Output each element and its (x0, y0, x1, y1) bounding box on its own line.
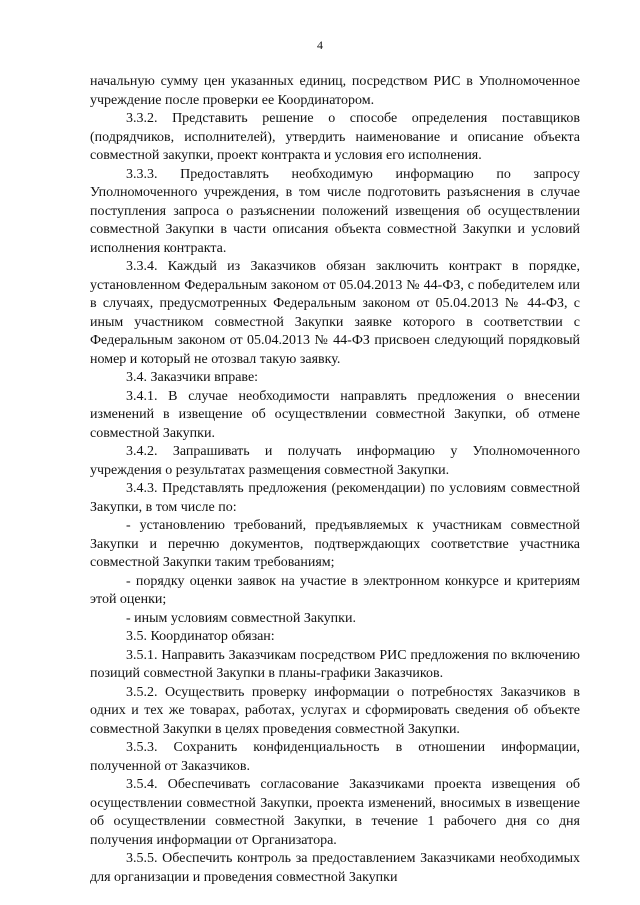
page-number: 4 (317, 38, 323, 52)
paragraph-3-5-5: 3.5.5. Обеспечить контроль за предоставлением Заказчиками необходимых для организации и проведения совместной Закупки (90, 851, 580, 885)
list-item-other-conditions: - иным условиям совместной Закупки. (126, 610, 356, 626)
paragraph-3-5-4: 3.5.4. Обеспечивать согласование Заказчиками проекта извещения об осуществлении совместной Закупки, проекта изменений, вносимых в извещение об осуществлении совместной Закупки, в течение 1 рабочего дня со дня получения информации от Организатора. (90, 777, 580, 848)
paragraph-continuation: начальную сумму цен указанных единиц, посредством РИС в Уполномоченное учреждение после проверки ее Координатором. (90, 74, 580, 108)
list-item-requirements: - установлению требований, предъявляемых к участникам совместной Закупки и перечню документов, подтверждающих соответствие участника совместной Закупки таким требованиям; (90, 518, 580, 570)
paragraph-3-5-3: 3.5.3. Сохранить конфиденциальность в отношении информации, полученной от Заказчиков. (90, 740, 580, 774)
paragraph-3-4-1: 3.4.1. В случае необходимости направлять предложения о внесении изменений в извещение об осуществлении совместной Закупки, об отмене совместной Закупки. (90, 388, 580, 441)
document-body (90, 73, 580, 887)
paragraph-3-5-1: 3.5.1. Направить Заказчикам посредством РИС предложения по включению позиций совместной Закупки в планы-графики Заказчиков. (90, 647, 580, 681)
paragraph-3-4-3: 3.4.3. Представлять предложения (рекомендации) по условиям совместной Закупки, в том числе по: (90, 481, 580, 515)
paragraph-3-3-4: 3.3.4. Каждый из Заказчиков обязан заключить контракт в порядке, установленном Федеральным законом от 05.04.2013 № 44-ФЗ, с победителем или в случаях, предусмотренных Федеральным законом от 05.04.2013 № 44-ФЗ, с иным участником совместной Закупки заявке которого в соответствии с Федеральным законом от 05.04.2013 № 44-ФЗ присвоен следующий порядковый номер и который не отозвал такую заявку. (90, 259, 580, 367)
paragraph-3-5: 3.5. Координатор обязан: (126, 629, 275, 644)
paragraph-3-5-2: 3.5.2. Осуществить проверку информации о потребностях Заказчиков в одних и тех же товарах, работах, услугах и сформировать сведения об объекте совместной Закупки в целях проведения совместной Закупки. (90, 684, 580, 737)
list-item-evaluation: - порядку оценки заявок на участие в электронном конкурсе и критериям этой оценки; (90, 573, 580, 607)
paragraph-3-3-2: 3.3.2. Представить решение о способе определения поставщиков (подрядчиков, исполнителей), утвердить наименование и описание объекта совместной закупки, проект контракта и условия его исполнения. (90, 111, 580, 163)
paragraph-3-4-2: 3.4.2. Запрашивать и получать информацию у Уполномоченного учреждения о результатах размещения совместной Закупки. (90, 444, 580, 478)
paragraph-3-3-3: 3.3.3. Предоставлять необходимую информацию по запросу Уполномоченного учреждения, в том числе подготовить разъяснения в случае поступления запроса о разъяснении положений извещения об осуществлении совместной Закупки в части описания объекта совместной Закупки и условий исполнения контракта. (90, 166, 580, 256)
paragraph-3-4: 3.4. Заказчики вправе: (126, 370, 259, 385)
